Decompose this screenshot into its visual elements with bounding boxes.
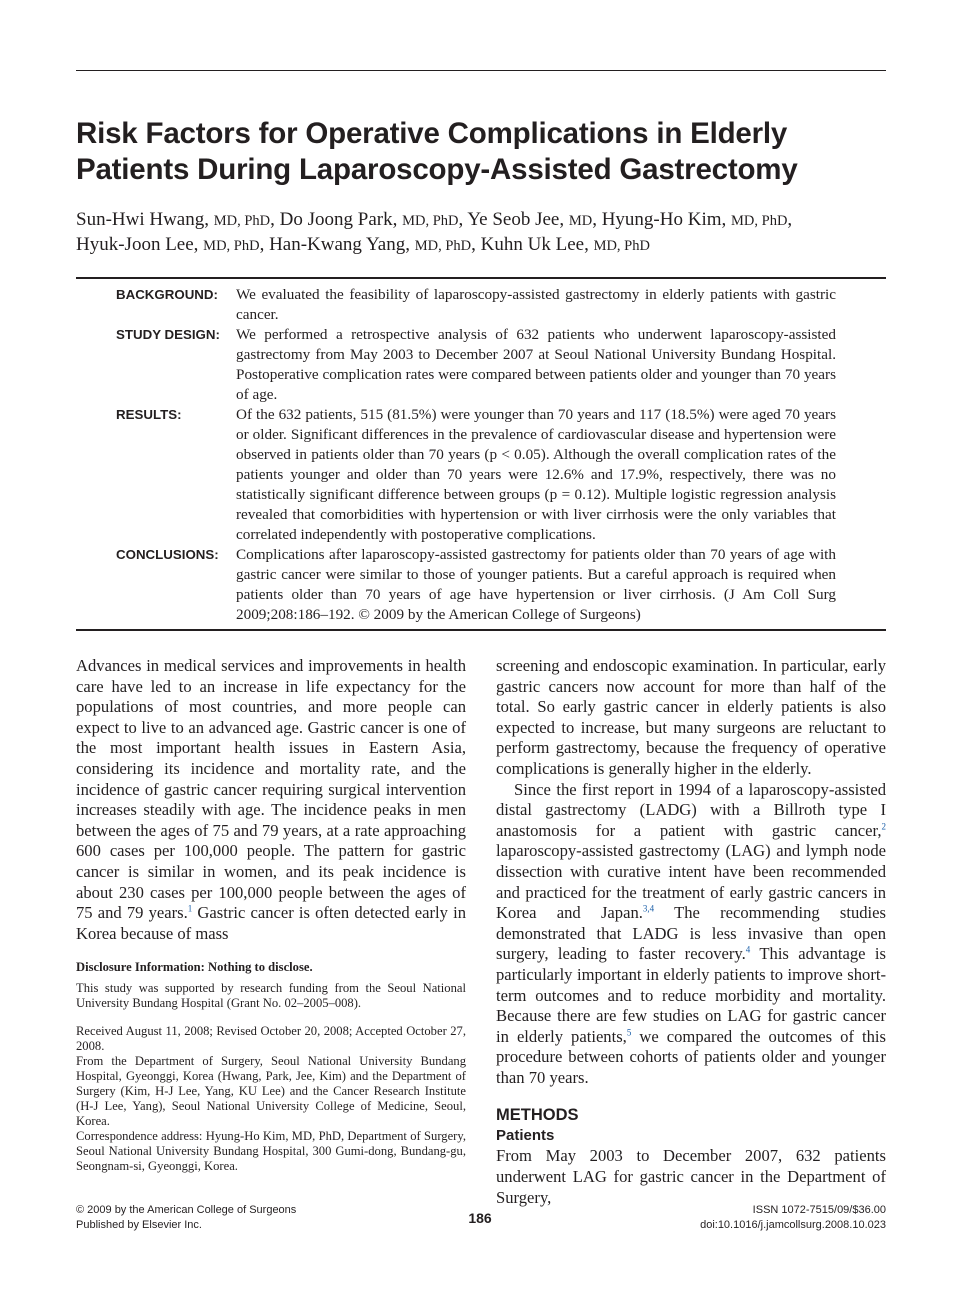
- abstract: [76, 285, 886, 625]
- author-name: Han-Kwang Yang: [269, 234, 406, 255]
- author-degrees: MD, PhD: [593, 238, 650, 254]
- abstract-text: We evaluated the feasibility of laparoscopy-assisted gastrectomy in elderly patients with gastric cancer.: [236, 286, 836, 323]
- author-name: Hyuk-Joon Lee: [76, 234, 194, 255]
- author-degrees: MD, PhD: [203, 238, 260, 254]
- author-name: Sun-Hwi Hwang: [76, 209, 205, 230]
- abstract-text: Complications after laparoscopy-assisted gastrectomy for patients older than 70 years of age with gastric cancer were similar to those of younger patients. But a careful approach is required when patients older than 70 years of age have hypertension or liver cirrhosis. (J Am Coll Surg 2009;208:186–192. © 2009 by the American College of Surgeons): [236, 546, 836, 623]
- author-degrees: MD, PhD: [731, 213, 788, 229]
- author-degrees: MD, PhD: [414, 238, 472, 254]
- abstract-text: We performed a retrospective analysis of 632 patients who underwent laparoscopy-assisted gastrectomy from May 2003 to December 2007 at Seoul National University Bundang Hospital. Postoperative complication rates were compared between patients older and younger than 70 years of age.: [236, 326, 836, 403]
- body-text: This advantage is particularly important in elderly patients to improve short-term outcomes and to reduce morbidity and mortality. Because there are few studies on LAG for gastric cancer in elderly patients,: [496, 944, 886, 1046]
- article-title: Risk Factors for Operative Complications in Elderly Patients During Laparoscopy-Assisted Gastrectomy: [76, 117, 798, 186]
- reference-link[interactable]: 5: [626, 1027, 632, 1038]
- abstract-label: RESULTS:: [116, 407, 182, 422]
- author-degrees: MD: [568, 213, 593, 229]
- copyright-text: © 2009 by the American College of Surgeons: [76, 1204, 297, 1216]
- body-text: Advances in medical services and improvements in health care have led to an increase in life expectancy for the populations of most countries, and more people can expect to live to an advanced age. Gastric cancer is one of the most important health issues in Eastern Asia, considering its incidence and mortality rate, and the incidence of gastric cancer requiring surgical intervention increases steadily with age. The incidence peaks in men between the ages of 75 and 79 years, at a rate approaching 600 cases per 100,000 people. The pattern for gastric cancer is similar in women, and its peak incidence is about 230 cases per 100,000 people between the ages of 75 and 79 years.: [76, 656, 466, 923]
- issn-text: ISSN 1072-7515/09/$36.00: [752, 1204, 886, 1216]
- body-paragraph: [76, 656, 466, 944]
- body-text: laparoscopy-assisted gastrectomy (LAG) and lymph node dissection with curative intent have been recommended and practiced for the treatment of early gastric cancers in Korea and Japan.: [496, 841, 886, 923]
- body-column-left: [76, 656, 466, 944]
- body-paragraph: [496, 780, 886, 1089]
- footnotes: [76, 960, 466, 1174]
- author-list: Sun-Hwi Hwang, MD, PhD, Do Joong Park, MD, PhD, Ye Seob Jee, MD, Hyung-Ho Kim, MD, PhD, Hyuk-Joon Lee, MD, PhD, Han-Kwang Yang, MD, PhD, Kuhn Uk Lee, MD, PhD: [76, 209, 793, 255]
- reference-link[interactable]: 4: [745, 944, 751, 955]
- author-name: Ye Seob Jee: [467, 209, 560, 230]
- author-degrees: MD, PhD: [402, 213, 459, 229]
- affiliation-note: From the Department of Surgery, Seoul National University Bundang Hospital, Gyeonggi, Korea (Hwang, Park, Jee, Kim) and the Department of Surgery (Kim, H-J Lee, Yang, KU Lee) and the Cancer Research Institute (H-J Lee, Yang), Seoul National University College of Medicine, Seoul, Korea.: [76, 1054, 466, 1128]
- author-name: Hyung-Ho Kim: [601, 209, 722, 230]
- abstract-section-study-design: [76, 325, 886, 405]
- abstract-bottom-rule: [76, 629, 886, 631]
- reference-link[interactable]: 3,4: [642, 903, 655, 914]
- body-text: Since the first report in 1994 of a laparoscopy-assisted distal gastrectomy (LADG) with a Billroth type I anastomosis for a patient with gastric cancer,: [496, 779, 886, 840]
- author-name: Do Joong Park: [279, 209, 393, 230]
- disclosure-text: Disclosure Information: Nothing to disclose.: [76, 960, 313, 974]
- abstract-label: STUDY DESIGN:: [116, 327, 220, 342]
- body-paragraph: screening and endoscopic examination. In particular, early gastric cancers now account for more than half of the total. So early gastric cancer in elderly patients is also expected to increase, but many surgeons are reluctant to perform gastrectomy, because the frequency of operative complications is generally higher in the elderly.: [496, 656, 886, 778]
- section-heading-methods: METHODS: [496, 1106, 579, 1125]
- reference-link[interactable]: 2: [881, 821, 886, 832]
- body-text: Gastric cancer is often detected early in Korea because of mass: [76, 903, 466, 943]
- abstract-label: BACKGROUND:: [116, 287, 218, 302]
- abstract-section-conclusions: [76, 545, 886, 625]
- footer-right: [700, 1203, 886, 1233]
- publisher-text: Published by Elsevier Inc.: [76, 1219, 202, 1231]
- abstract-section-results: [76, 405, 886, 545]
- disclosure-note: [76, 960, 466, 975]
- abstract-text: Of the 632 patients, 515 (81.5%) were younger than 70 years and 117 (18.5%) were aged 70 years or older. Significant differences in the prevalence of cardiovascular disease and hypertension were observed in patients older than 70 years (p < 0.05). Although the overall complication rates of the patients younger and older than 70 years were 12.6% and 17.9%, respectively, there was no statistically significant difference between groups (p = 0.12). Multiple logistic regression analysis revealed that comorbidities with hypertension or with liver cirrhosis were the only variables that correlated independently with postoperative complications.: [236, 406, 836, 543]
- body-text: The recommending studies demonstrated that LADG is less invasive than open surgery, leading to faster recovery.: [496, 903, 886, 964]
- page-number: 186: [468, 1210, 492, 1226]
- reference-link[interactable]: 1: [187, 903, 193, 914]
- doi-link[interactable]: doi:10.1016/j.jamcollsurg.2008.10.023: [700, 1219, 886, 1231]
- body-column-right: [496, 656, 886, 1208]
- subsection-heading-patients: Patients: [496, 1127, 555, 1145]
- body-paragraph: From May 2003 to December 2007, 632 patients underwent LAG for gastric cancer in the Department of Surgery,: [496, 1146, 886, 1207]
- author-degrees: MD, PhD: [213, 213, 271, 229]
- body-text: we compared the outcomes of this procedure between cohorts of patients older and younger than 70 years.: [496, 1026, 886, 1087]
- abstract-top-rule: [76, 277, 886, 279]
- top-rule: [76, 70, 886, 71]
- author-name: Kuhn Uk Lee: [480, 234, 585, 255]
- funding-note: This study was supported by research funding from the Seoul National University Bundang Hospital (Grant No. 02–2005–008).: [76, 981, 466, 1010]
- abstract-section-background: [76, 285, 886, 325]
- correspondence-note: Correspondence address: Hyung-Ho Kim, MD, PhD, Department of Surgery, Seoul National University Bundang Hospital, 300 Gumi-dong, Bundang-gu, Seongnam-si, Gyeonggi, Korea.: [76, 1129, 466, 1173]
- abstract-label: CONCLUSIONS:: [116, 547, 219, 562]
- received-note: Received August 11, 2008; Revised October 20, 2008; Accepted October 27, 2008.: [76, 1024, 466, 1053]
